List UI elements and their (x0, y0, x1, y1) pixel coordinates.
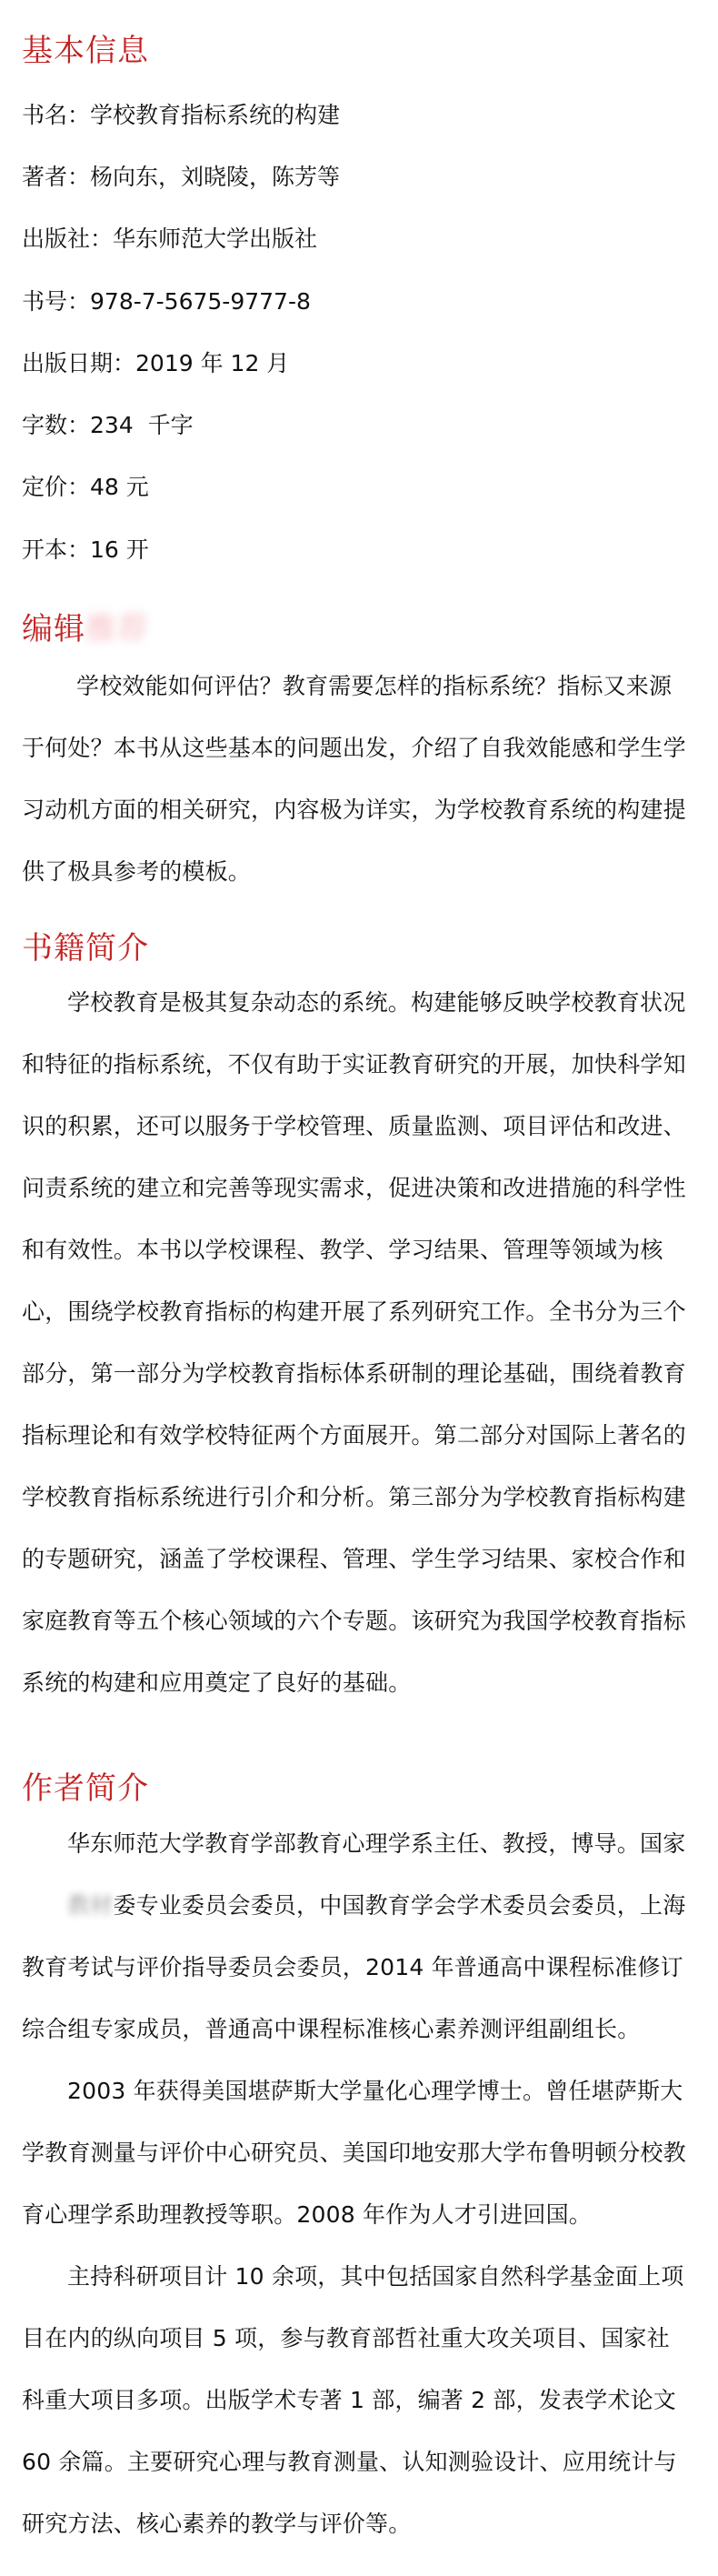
price-value: 48 元 (90, 474, 149, 501)
format-label: 开本： (22, 536, 91, 563)
author-p1-before: 华东师范大学教育学部教育心理学系主任、教授，博导。国家 (67, 1830, 686, 1858)
editor-section (22, 611, 691, 903)
author-section (22, 1770, 691, 2555)
authors-value: 杨向东，刘晓陵，陈芳等 (90, 164, 341, 191)
format-line (22, 536, 691, 564)
editor-paragraph: 学校效能如何评估？教育需要怎样的指标系统？指标又来源于何处？本书从这些基本的问题出发，介绍了自我效能感和学生学习动机方面的相关研究，内容极为详实，为学校教育系统的构建提供了极具参考的模板。 (22, 672, 686, 885)
author-paragraph-2: 2003 年获得美国堪萨斯大学量化心理学博士。曾任堪萨斯大学教育测量与评价中心研究员、美国印地安那大学布鲁明顿分校教育心理学系助理教授等职。2008 年作为人才引进回国。 (22, 2078, 686, 2229)
publish-date-line (22, 349, 691, 377)
word-count-value: 234 千字 (90, 412, 194, 439)
basic-info-section (22, 0, 691, 564)
author-p1-blurred-text: 教材 (67, 1892, 114, 1919)
author-p1-after: 委专业委员会委员，中国教育学会学术委员会委员，上海教育考试与评价指导委员会委员，2014 年普通高中课程标准修订综合组专家成员，普通高中课程标准核心素养测评组副组长。 (22, 1892, 686, 2043)
price-label: 定价： (22, 474, 91, 501)
author-heading: 作者简介 (22, 1770, 149, 1808)
publisher-label: 出版社： (22, 226, 114, 253)
publisher-line (22, 225, 691, 253)
basic-info-heading: 基本信息 (22, 33, 149, 69)
book-intro-section (22, 930, 691, 1715)
price-line (22, 473, 691, 501)
format-value: 16 开 (90, 536, 149, 563)
publish-date-value: 2019 年 12 月 (135, 349, 290, 376)
publisher-value: 华东师范大学出版社 (113, 226, 318, 253)
authors-line (22, 163, 691, 191)
publish-date-label: 出版日期： (22, 349, 136, 376)
book-title-line (22, 101, 691, 129)
book-title-label: 书名： (22, 101, 91, 128)
word-count-label: 字数： (22, 412, 91, 439)
book-intro-heading: 书籍简介 (22, 929, 149, 967)
isbn-line (22, 287, 691, 316)
book-title-value: 学校教育指标系统的构建 (90, 101, 341, 128)
editor-heading-text: 编辑 (22, 610, 85, 647)
isbn-value: 978-7-5675-9777-8 (90, 287, 311, 315)
editor-heading (22, 611, 691, 648)
word-count-line (22, 411, 691, 439)
editor-heading-blurred-text: 推荐 (85, 610, 149, 647)
authors-label: 著者： (22, 164, 91, 191)
author-paragraph-3: 主持科研项目计 10 余项，其中包括国家自然科学基金面上项目在内的纵向项目 5 项，参与教育部哲社重大攻关项目、国家社科重大项目多项。出版学术专著 1 部，编著 2 部，发表学术论文 60 余篇。主要研究心理与教育测量、认知测验设计、应用统计与研究方法、核心素养的教学与评价等。 (22, 2263, 684, 2538)
isbn-label: 书号： (22, 287, 91, 315)
book-intro-paragraph: 学校教育是极其复杂动态的系统。构建能够反映学校教育状况和特征的指标系统，不仅有助于实证教育研究的开展，加快科学知识的积累，还可以服务于学校管理、质量监测、项目评估和改进、问责系统的建立和完善等现实需求，促进决策和改进措施的科学性和有效性。本书以学校课程、教学、学习结果、管理等领域为核心，围绕学校教育指标的构建开展了系列研究工作。全书分为三个部分，第一部分为学校教育指标体系研制的理论基础，围绕着教育指标理论和有效学校特征两个方面展开。第二部分对国际上著名的学校教育指标系统进行引介和分析。第三部分为学校教育指标构建的专题研究，涵盖了学校课程、管理、学生学习结果、家校合作和家庭教育等五个核心领域的六个专题。该研究为我国学校教育指标系统的构建和应用奠定了良好的基础。 (22, 989, 686, 1697)
author-paragraph-1 (22, 1813, 691, 2060)
